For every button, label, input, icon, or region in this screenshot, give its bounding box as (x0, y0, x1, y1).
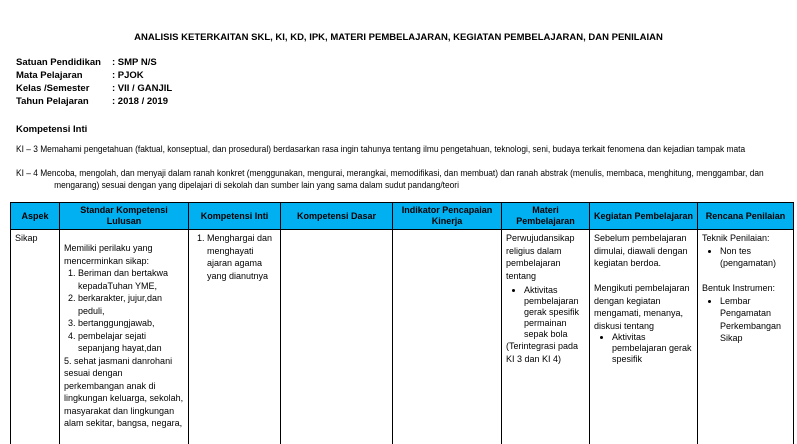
ki-heading: Kompetensi Inti (16, 124, 87, 135)
header-aspek: Aspek (11, 203, 60, 230)
identity-block (16, 56, 172, 108)
header-skl: Standar Kompetensi Lulusan (60, 203, 189, 230)
header-kd: Kompetensi Dasar (281, 203, 393, 230)
cell-skl: Memiliki perilaku yang mencerminkan sikap: 1. Beriman dan bertakwa kepadaTuhan YME, 2. berkarakter, jujur,dan peduli, 3. bertanggungjawab, 4. pembelajar sejati sepanjang hayat,dan 5. sehat jasmani danrohani sesuai dengan perkembangan anak di lingkungan keluarga, sekolah, masyarakat dan lingkungan alam sekitar, bangsa, negara, (60, 230, 189, 444)
cell-kd (281, 230, 393, 444)
table-row (11, 230, 794, 444)
ki-3: KI – 3 Memahami pengetahuan (faktual, konseptual, dan prosedural) berdasarkan rasa ingin tahunya tentang ilmu pengetahuan, teknologi, seni, budaya terkait fenomena dan kejadian tampak mata (16, 143, 775, 155)
cell-materi: Perwujudansikap religius dalam pembelajaran tentang • Aktivitas pembelajaran gerak spesifik permainan sepak bola (Terintegrasi pada KI 3 dan KI 4) (502, 230, 590, 444)
table-header (11, 203, 794, 230)
header-materi: Materi Pembelajaran (502, 203, 590, 230)
identity-row: Tahun Pelajaran : 2018 / 2019 (16, 95, 172, 108)
analysis-table (10, 202, 794, 444)
document-title: ANALISIS KETERKAITAN SKL, KI, KD, IPK, MATERI PEMBELAJARAN, KEGIATAN PEMBELAJARAN, DAN PENILAIAN (0, 32, 797, 43)
header-penilaian: Rencana Penilaian (698, 203, 794, 230)
cell-kegiatan: Sebelum pembelajaran dimulai, diawali dengan kegiatan berdoa. Mengikuti pembelajaran dengan kegiatan mengamati, menanya, diskusi tentang • Aktivitas pembelajaran gerak spesifik (590, 230, 698, 444)
header-kegiatan: Kegiatan Pembelajaran (590, 203, 698, 230)
identity-row: Kelas /Semester : VII / GANJIL (16, 82, 172, 95)
cell-aspek: Sikap (11, 230, 60, 444)
identity-row: Satuan Pendidikan : SMP N/S (16, 56, 172, 69)
ki-4: KI – 4 Mencoba, mengolah, dan menyaji dalam ranah konkret (menggunakan, mengurai, merangkai, memodifikasi, dan membuat) dan ranah abstrak (menulis, membaca, menghitung, menggambar, dan mengarang) sesuai dengan yang dipelajari di sekolah dan sumber lain yang sama dalam sudut pandang/teori (16, 167, 775, 191)
cell-penilaian: Teknik Penilaian: • Non tes (pengamatan) Bentuk Instrumen: • Lembar Pengamatan Perkembangan Sikap (698, 230, 794, 444)
cell-indikator (393, 230, 502, 444)
header-ki: Kompetensi Inti (189, 203, 281, 230)
cell-ki: 1. Menghargai dan menghayati ajaran agama yang dianutnya (189, 230, 281, 444)
identity-row: Mata Pelajaran : PJOK (16, 69, 172, 82)
header-indikator: Indikator Pencapaian Kinerja (393, 203, 502, 230)
